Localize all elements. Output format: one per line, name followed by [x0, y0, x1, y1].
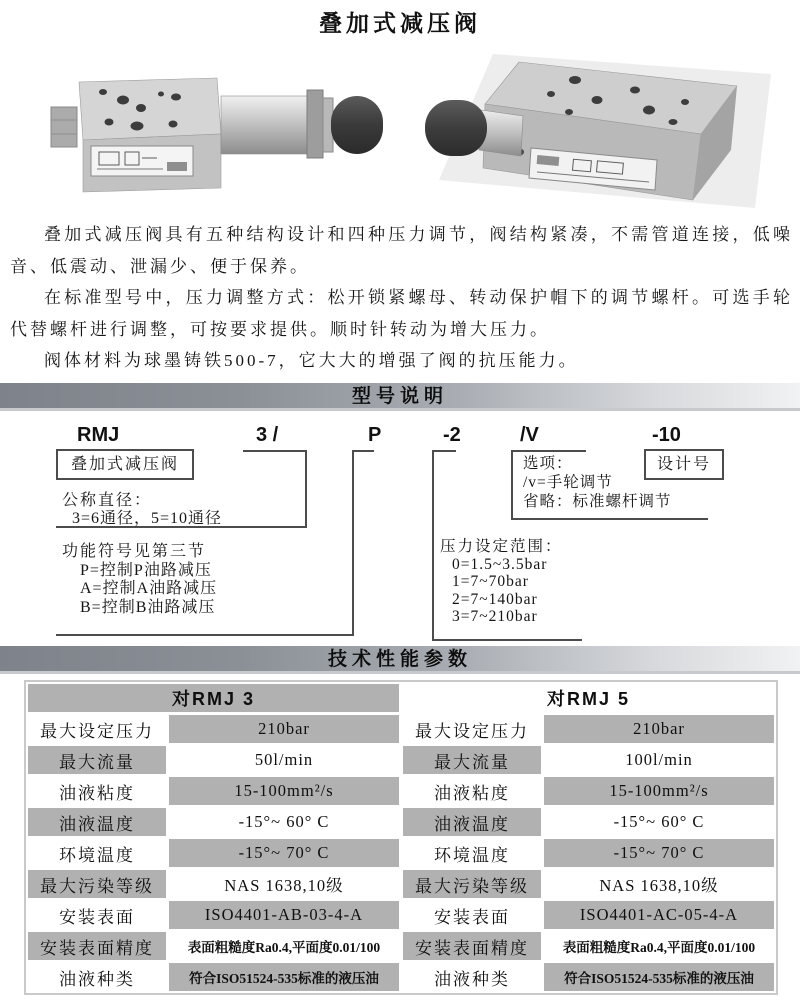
spec-value: 表面粗糙度Ra0.4,平面度0.01/100: [169, 932, 399, 960]
spec-label: 油液粘度: [28, 777, 166, 805]
spec-label: 环境温度: [403, 839, 541, 867]
legend-title: 公称直径：: [62, 492, 153, 509]
connector-line: [352, 450, 354, 636]
legend-line: 3=6通径，5=10通径: [72, 510, 223, 527]
model-code-prefix: RMJ: [77, 424, 120, 446]
port-hole: [131, 122, 144, 131]
port-hole: [630, 87, 640, 94]
spec-value: ISO4401-AB-03-4-A: [169, 901, 399, 929]
spec-value: 表面粗糙度Ra0.4,平面度0.01/100: [544, 932, 774, 960]
page-title: 叠加式减压阀: [319, 10, 481, 36]
spec-value: 210bar: [544, 715, 774, 743]
connector-line: [243, 450, 307, 452]
spec-value: NAS 1638,10级: [544, 870, 774, 898]
legend-pressure-range: [440, 538, 563, 626]
spec-label: 安装表面: [403, 901, 541, 929]
spec-label: 油液温度: [403, 808, 541, 836]
spec-value: -15°~ 70° C: [544, 839, 774, 867]
spec-label: 油液粘度: [403, 777, 541, 805]
legend-item: B=控制B油路减压: [80, 598, 216, 616]
legend-title: 功能符号见第三节: [62, 543, 207, 560]
spec-value: 符合ISO51524-535标准的液压油: [544, 963, 774, 991]
spec-value: ISO4401-AC-05-4-A: [544, 901, 774, 929]
legend-item: P=控制P油路减压: [80, 561, 212, 579]
spec-value: -15°~ 60° C: [169, 808, 399, 836]
connector-line: [432, 450, 456, 452]
legend-title: 压力设定范围：: [440, 538, 563, 555]
protective-cap: [331, 96, 383, 154]
spec-label: 最大污染等级: [28, 870, 166, 898]
spec-label: 最大设定压力: [403, 715, 541, 743]
spec-label: 最大设定压力: [28, 715, 166, 743]
intro-paragraph: 阀体材料为球墨铸铁500-7，它大大的增强了阀的抗压能力。: [44, 351, 579, 370]
legend-item: 省略：标准螺杆调节: [523, 493, 672, 510]
column-header-rmj3: 对RMJ 3: [28, 684, 399, 712]
legend-item: 2=7~140bar: [452, 590, 538, 608]
connector-line: [432, 450, 434, 641]
spec-label: 安装表面: [28, 901, 166, 929]
model-code-design: -10: [652, 424, 681, 446]
spec-value: NAS 1638,10级: [169, 870, 399, 898]
legend-valve-name: 叠加式减压阀: [56, 449, 194, 480]
intro-paragraph: 叠加式减压阀具有五种结构设计和四种压力调节，阀结构紧凑，不需管道连接，低噪音、低震动、泄漏少、便于保养。: [10, 225, 793, 276]
model-code-option: /V: [520, 424, 539, 446]
adjustment-mechanism: [221, 90, 383, 158]
legend-item: 3=7~210bar: [452, 608, 538, 625]
spec-label: 最大污染等级: [403, 870, 541, 898]
model-code-function: P: [368, 424, 382, 446]
port-hole: [592, 96, 603, 104]
legend-design-number: 设计号: [644, 449, 724, 480]
legend-item: /v=手轮调节: [523, 474, 613, 491]
port-hole: [158, 92, 164, 97]
port-hole: [669, 119, 678, 125]
legend-item: 0=1.5~3.5bar: [452, 555, 548, 573]
legend-item: 1=7~70bar: [452, 573, 529, 590]
port-hole: [99, 89, 107, 95]
column-header-rmj5: 对RMJ 5: [403, 684, 774, 712]
port-hole: [136, 104, 146, 112]
spec-label: 安装表面精度: [403, 932, 541, 960]
connector-line: [352, 450, 374, 452]
spec-value: 15-100mm²/s: [544, 777, 774, 805]
spec-label: 最大流量: [28, 746, 166, 774]
spec-value: 符合ISO51524-535标准的液压油: [169, 963, 399, 991]
spec-label: 最大流量: [403, 746, 541, 774]
intro-paragraph: 在标准型号中，压力调整方式：松开锁紧螺母、转动保护帽下的调节螺杆。可选手轮代替螺杆进行调整，可按要求提供。顺时针转动为增大压力。: [10, 288, 793, 339]
connector-line: [56, 634, 354, 636]
spec-label: 油液温度: [28, 808, 166, 836]
section-header-model-description: 型号说明: [0, 383, 800, 411]
spec-value: -15°~ 60° C: [544, 808, 774, 836]
port-hole: [681, 99, 689, 105]
spec-label: 油液种类: [403, 963, 541, 991]
port-hole: [547, 91, 555, 97]
spec-table-rmj3: [28, 684, 399, 991]
legend-nominal-diameter: [62, 492, 222, 528]
port-hole: [569, 76, 581, 84]
port-hole: [169, 121, 178, 128]
model-code-pressure: -2: [443, 424, 461, 446]
port-hole: [117, 96, 129, 105]
protective-cap: [425, 100, 487, 156]
spec-table: [24, 680, 778, 995]
legend-function-symbols: [62, 543, 217, 617]
port-hole: [171, 94, 181, 101]
spec-value: -15°~ 70° C: [169, 839, 399, 867]
spec-value: 15-100mm²/s: [169, 777, 399, 805]
port-hole: [643, 106, 655, 115]
valve-body: [51, 78, 221, 192]
legend-title: 选项：: [523, 455, 573, 472]
spec-label: 安装表面精度: [28, 932, 166, 960]
product-photo-angle-view: [423, 52, 773, 210]
name-plate: [91, 146, 193, 176]
spec-value: 100l/min: [544, 746, 774, 774]
spec-label: 油液种类: [28, 963, 166, 991]
spec-table-rmj5: [403, 684, 774, 991]
section-header-technical-specs: 技术性能参数: [0, 646, 800, 674]
spec-value: 50l/min: [169, 746, 399, 774]
port-hole: [565, 109, 573, 115]
legend-item: A=控制A油路减压: [80, 580, 218, 597]
product-photo-side-view: [45, 50, 393, 208]
connector-line: [305, 450, 307, 528]
port-hole: [105, 119, 114, 126]
intro-paragraphs: [10, 219, 793, 377]
model-code-size: 3 /: [256, 424, 279, 446]
connector-line: [432, 639, 582, 641]
spec-value: 210bar: [169, 715, 399, 743]
spec-label: 环境温度: [28, 839, 166, 867]
